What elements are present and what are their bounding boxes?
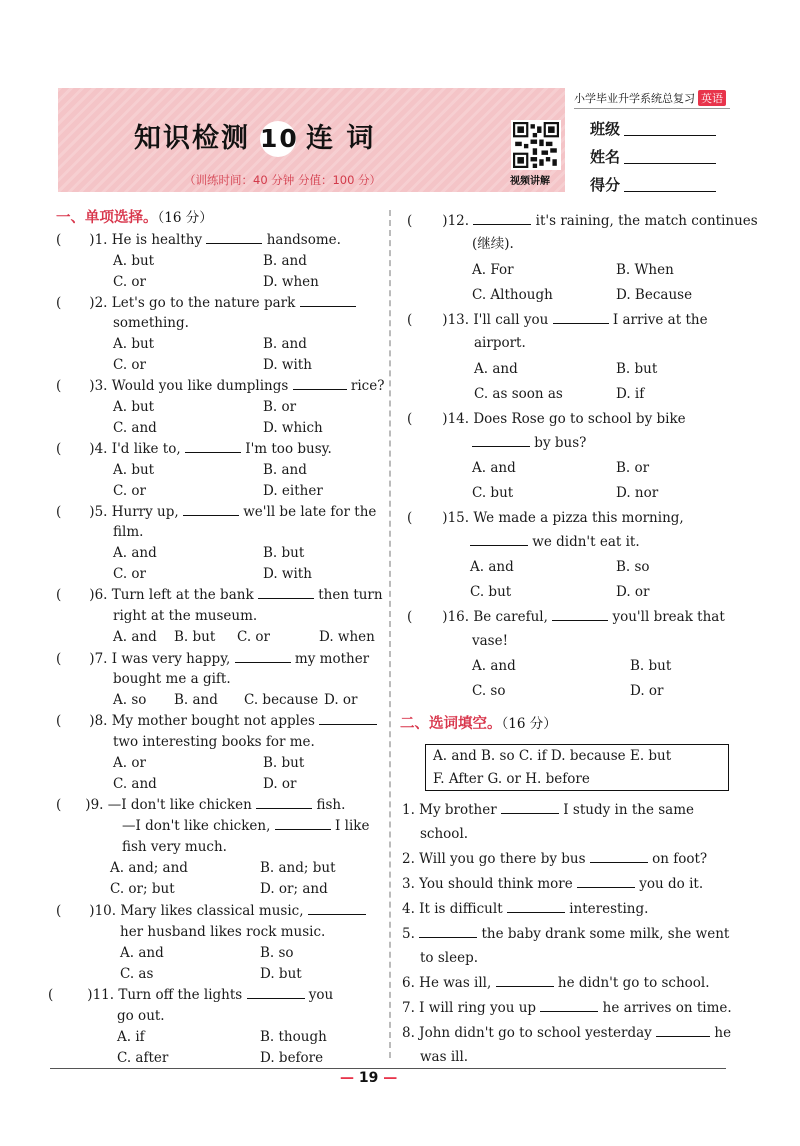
q-text: her husband likes rock music. — [120, 924, 326, 940]
q-text: 1. My brother — [402, 802, 497, 818]
q-text — [470, 533, 640, 551]
q-text: we'll be late for the — [243, 504, 377, 520]
blank[interactable] — [183, 515, 239, 516]
paren-open: ( — [407, 213, 413, 229]
paren-close: ) — [442, 609, 448, 625]
paren-close: ) — [89, 713, 95, 729]
paren-close: ) — [85, 797, 91, 813]
blank[interactable] — [308, 914, 366, 915]
q-text: on foot? — [652, 851, 708, 867]
paren-close: ) — [89, 378, 95, 394]
blank[interactable] — [247, 998, 305, 999]
blank[interactable] — [552, 620, 608, 621]
option[interactable]: D. nor — [616, 485, 659, 501]
question-6 — [56, 586, 383, 604]
question-10 — [56, 902, 366, 920]
option[interactable]: C. but — [470, 584, 512, 600]
q-text: my mother — [294, 651, 370, 667]
q-text: 16. Be careful, — [447, 609, 548, 625]
title-number: 10 — [260, 121, 296, 157]
paren-close: ) — [89, 587, 95, 603]
blank[interactable] — [206, 243, 262, 244]
name-blank[interactable] — [624, 163, 716, 164]
blank[interactable] — [553, 323, 609, 324]
question-2 — [56, 294, 356, 312]
column-divider — [389, 210, 391, 1058]
option[interactable]: B. or — [616, 460, 650, 476]
blank[interactable] — [419, 937, 477, 938]
option[interactable]: A. or — [113, 755, 146, 771]
option[interactable]: C. or — [237, 629, 271, 645]
class-field[interactable] — [590, 118, 716, 139]
blank[interactable] — [185, 452, 241, 453]
paren-open: ( — [56, 587, 62, 603]
option[interactable]: C. because — [244, 692, 319, 708]
option[interactable]: D. if — [616, 386, 645, 402]
paren-close: ) — [89, 903, 95, 919]
q-text: fish. — [316, 797, 346, 813]
option[interactable]: B. but — [263, 545, 305, 561]
option[interactable]: C. or; but — [110, 881, 175, 897]
option[interactable]: A. and — [472, 658, 516, 674]
option[interactable]: C. but — [472, 485, 514, 501]
q-text: he arrives on time. — [602, 1000, 732, 1016]
option[interactable]: C. after — [117, 1050, 169, 1066]
question-15 — [407, 509, 684, 527]
q-text: film. — [113, 524, 144, 540]
q-text: you — [308, 987, 334, 1003]
q-text: 14. Does Rose go to school by bike — [447, 411, 686, 427]
question-7 — [56, 650, 369, 668]
question-8 — [56, 712, 377, 730]
fill-3 — [402, 875, 703, 893]
q-text: I like — [335, 818, 370, 834]
paren-close: ) — [87, 987, 93, 1003]
option[interactable]: A. if — [117, 1029, 145, 1045]
q-text: we didn't eat it. — [532, 534, 640, 550]
paren-open: ( — [48, 987, 54, 1003]
option[interactable]: B. and — [174, 692, 218, 708]
page-number — [340, 1070, 397, 1086]
q-text — [122, 817, 369, 835]
q-text: —I don't like chicken, — [122, 818, 271, 834]
option[interactable]: B. and; but — [260, 860, 336, 876]
option[interactable]: B. but — [174, 629, 216, 645]
option[interactable]: C. or — [113, 483, 147, 499]
blank[interactable] — [235, 662, 291, 663]
option[interactable]: A. but — [113, 253, 155, 269]
q-text: I'm too busy. — [245, 441, 332, 457]
option[interactable]: A. but — [113, 336, 155, 352]
q-text: school. — [420, 826, 469, 842]
q-text: vase! — [472, 633, 509, 649]
option[interactable]: D. when — [263, 274, 319, 290]
paren-open: ( — [56, 295, 62, 311]
paren-close: ) — [442, 213, 448, 229]
q-text: 9. —I don't like chicken — [90, 797, 252, 813]
paren-open: ( — [56, 504, 62, 520]
paren-open: ( — [56, 797, 62, 813]
q-text: rice? — [350, 378, 385, 394]
option[interactable]: A. but — [113, 462, 155, 478]
score-label: 得分 — [590, 176, 621, 194]
option[interactable]: A. so — [113, 692, 147, 708]
question-4 — [56, 440, 332, 458]
paren-open: ( — [56, 441, 62, 457]
blank[interactable] — [540, 1011, 598, 1012]
q-text: 7. I was very happy, — [94, 651, 231, 667]
question-12 — [407, 212, 758, 230]
series-name: 小学毕业升学系统总复习 — [574, 92, 695, 105]
option[interactable]: C. as soon as — [474, 386, 563, 402]
word-bank-row-1: A. and B. so C. if D. because E. but — [433, 748, 672, 764]
question-1 — [56, 231, 341, 249]
name-field[interactable] — [590, 146, 716, 167]
option[interactable]: B. but — [263, 755, 305, 771]
paren-close: ) — [89, 232, 95, 248]
q-text: to sleep. — [420, 950, 479, 966]
option[interactable]: D. either — [263, 483, 323, 499]
q-text: 5. — [402, 926, 415, 942]
series-label — [574, 90, 726, 106]
option[interactable]: C. or — [113, 274, 147, 290]
qr-label: 视频讲解 — [510, 176, 550, 187]
blank[interactable] — [577, 887, 635, 888]
paren-close: ) — [442, 510, 448, 526]
blank[interactable] — [656, 1036, 710, 1037]
fill-8 — [402, 1024, 731, 1042]
q-text: he — [714, 1025, 732, 1041]
option[interactable]: B. though — [260, 1029, 327, 1045]
q-text: 4. It is difficult — [402, 901, 503, 917]
blank[interactable] — [319, 724, 377, 725]
paren-open: ( — [407, 609, 413, 625]
option[interactable]: D. but — [260, 966, 302, 982]
option[interactable]: A. and — [474, 361, 518, 377]
q-text: bought me a gift. — [113, 671, 231, 687]
paren-close: ) — [89, 651, 95, 667]
option[interactable]: B. or — [263, 399, 297, 415]
paren-close: ) — [89, 504, 95, 520]
fill-6 — [402, 974, 710, 992]
word-bank-row-2: F. After G. or H. before — [433, 771, 590, 787]
title-prefix: 知识检测 — [134, 123, 250, 154]
question-11 — [48, 986, 333, 1004]
q-text: something. — [113, 315, 189, 331]
q-text: 6. Turn left at the bank — [94, 587, 254, 603]
option[interactable]: C. or — [113, 357, 147, 373]
option[interactable]: A. and; and — [110, 860, 188, 876]
q-text: 2. Let's go to the nature park — [94, 295, 296, 311]
option[interactable]: A. and — [470, 559, 514, 575]
option[interactable]: C. as — [120, 966, 154, 982]
option[interactable]: A. and — [113, 629, 157, 645]
paren-open: ( — [56, 713, 62, 729]
question-14 — [407, 410, 686, 428]
q-text: 3. Would you like dumplings — [94, 378, 289, 394]
q-text: 3. You should think more — [402, 876, 573, 892]
section2-score: （16 分） — [501, 716, 557, 732]
title-topic: 连 词 — [306, 123, 376, 154]
q-text: by bus? — [534, 435, 587, 451]
option[interactable]: A. and — [472, 460, 516, 476]
q-text: then turn — [318, 587, 383, 603]
paren-open: ( — [407, 510, 413, 526]
paren-open: ( — [407, 411, 413, 427]
fill-1 — [402, 801, 694, 819]
option[interactable]: D. or — [630, 683, 664, 699]
option[interactable]: A. but — [113, 399, 155, 415]
paren-open: ( — [56, 232, 62, 248]
class-label: 班级 — [590, 120, 621, 138]
class-blank[interactable] — [624, 135, 716, 136]
blank[interactable] — [590, 862, 648, 863]
q-text: 5. Hurry up, — [94, 504, 179, 520]
option[interactable]: D. with — [263, 566, 312, 582]
blank[interactable] — [470, 545, 528, 546]
section2-title: 二、选词填空。 — [400, 716, 502, 732]
option[interactable]: B. and — [263, 462, 307, 478]
q-text: you do it. — [639, 876, 704, 892]
option[interactable]: D. which — [263, 420, 323, 436]
blank[interactable] — [501, 813, 559, 814]
q-text: handsome. — [266, 232, 341, 248]
section1-score: （16 分） — [157, 210, 213, 226]
blank[interactable] — [256, 808, 312, 809]
page-dash: — — [383, 1070, 398, 1086]
blank[interactable] — [507, 912, 565, 913]
question-16 — [407, 608, 725, 626]
fill-2 — [402, 850, 707, 868]
paren-open: ( — [56, 378, 62, 394]
q-text: 8. John didn't go to school yesterday — [402, 1025, 652, 1041]
q-text: 15. We made a pizza this morning, — [447, 510, 684, 526]
q-text: 11. Turn off the lights — [92, 987, 243, 1003]
score-blank[interactable] — [624, 191, 716, 192]
q-text: was ill. — [420, 1049, 469, 1065]
paren-open: ( — [56, 651, 62, 667]
q-text: airport. — [474, 335, 526, 351]
q-text: 10. Mary likes classical music, — [94, 903, 304, 919]
footer-divider — [50, 1068, 726, 1069]
blank[interactable] — [473, 224, 531, 225]
option[interactable]: D. with — [263, 357, 312, 373]
option[interactable]: C. Although — [472, 287, 553, 303]
blank[interactable] — [258, 598, 314, 599]
q-text — [472, 434, 586, 452]
option[interactable]: A. and — [113, 545, 157, 561]
option[interactable]: D. when — [319, 629, 375, 645]
page-title — [134, 116, 375, 157]
fill-4 — [402, 900, 648, 918]
paren-close: ) — [442, 312, 448, 328]
option[interactable]: D. before — [260, 1050, 324, 1066]
section2-heading — [400, 715, 557, 733]
section1-heading — [56, 209, 213, 227]
q-text: go out. — [117, 1008, 165, 1024]
qr-code-icon[interactable] — [511, 120, 561, 170]
q-text: right at the museum. — [113, 608, 258, 624]
blank[interactable] — [275, 829, 331, 830]
option[interactable]: D. or — [263, 776, 297, 792]
q-text: (继续). — [472, 236, 514, 252]
q-text: 8. My mother bought not apples — [94, 713, 315, 729]
q-text: 7. I will ring you up — [402, 1000, 537, 1016]
question-3 — [56, 377, 384, 395]
q-text: he didn't go to school. — [557, 975, 710, 991]
q-text: 2. Will you go there by bus — [402, 851, 586, 867]
blank[interactable] — [472, 446, 530, 447]
q-text: fish very much. — [122, 839, 227, 855]
option[interactable]: D. or; and — [260, 881, 328, 897]
paren-close: ) — [89, 441, 95, 457]
question-5 — [56, 503, 376, 521]
q-text: I arrive at the — [612, 312, 708, 328]
q-text: 4. I'd like to, — [94, 441, 181, 457]
subject-tag: 英语 — [698, 90, 726, 106]
option[interactable]: B. so — [260, 945, 294, 961]
q-text: interesting. — [569, 901, 649, 917]
option[interactable]: B. and — [263, 253, 307, 269]
option[interactable]: A. For — [472, 262, 514, 278]
q-text: 6. He was ill, — [402, 975, 492, 991]
option[interactable]: A. and — [120, 945, 164, 961]
question-13 — [407, 311, 708, 329]
option[interactable]: B. so — [616, 559, 650, 575]
q-text: it's raining, the match continues — [535, 213, 758, 229]
option[interactable]: C. and — [113, 776, 157, 792]
paren-open: ( — [407, 312, 413, 328]
q-text: 12. — [447, 213, 470, 229]
option[interactable]: C. so — [472, 683, 506, 699]
question-9 — [56, 796, 345, 814]
option[interactable]: B. and — [263, 336, 307, 352]
q-text: 13. I'll call you — [447, 312, 549, 328]
page-subtitle: （训练时间：40 分钟 分值：100 分） — [184, 173, 382, 187]
option[interactable]: C. and — [113, 420, 157, 436]
score-field[interactable] — [590, 174, 716, 195]
option[interactable]: D. Because — [616, 287, 693, 303]
option[interactable]: C. or — [113, 566, 147, 582]
fill-7 — [402, 999, 732, 1017]
blank[interactable] — [300, 306, 356, 307]
q-text: the baby drank some milk, she went — [481, 926, 730, 942]
name-label: 姓名 — [590, 148, 621, 166]
section1-title: 一、单项选择。 — [56, 210, 158, 226]
series-divider — [574, 108, 730, 109]
q-text: I study in the same — [563, 802, 694, 818]
option[interactable]: B. When — [616, 262, 674, 278]
blank[interactable] — [496, 986, 554, 987]
page-number-value: 19 — [358, 1070, 379, 1086]
paren-close: ) — [89, 295, 95, 311]
option[interactable]: D. or — [616, 584, 650, 600]
option[interactable]: B. but — [630, 658, 672, 674]
q-text: 1. He is healthy — [94, 232, 203, 248]
q-text: you'll break that — [612, 609, 725, 625]
option[interactable]: B. but — [616, 361, 658, 377]
paren-open: ( — [56, 903, 62, 919]
page-dash: — — [340, 1070, 354, 1086]
option[interactable]: D. or — [324, 692, 358, 708]
q-text: two interesting books for me. — [113, 734, 315, 750]
fill-5 — [402, 925, 729, 943]
blank[interactable] — [293, 389, 347, 390]
paren-close: ) — [442, 411, 448, 427]
